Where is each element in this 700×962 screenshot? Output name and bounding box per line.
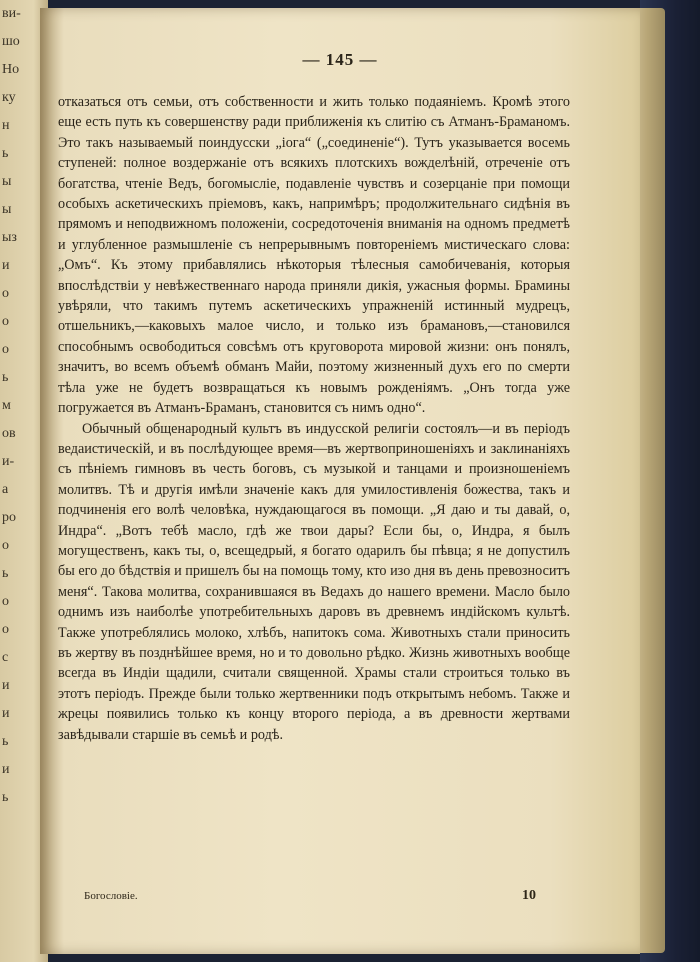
facing-page-line: ь <box>2 734 9 749</box>
facing-page-line: м <box>2 398 11 413</box>
facing-page-line: ы <box>2 174 12 189</box>
facing-page-line: о <box>2 538 9 553</box>
facing-page-line: ыз <box>2 230 17 245</box>
facing-page-line: ь <box>2 146 9 161</box>
facing-page-line: ку <box>2 90 16 105</box>
facing-page-line: ро <box>2 510 16 525</box>
facing-page-line: о <box>2 314 9 329</box>
facing-page-line: и <box>2 678 10 693</box>
facing-page-line: с <box>2 650 9 665</box>
facing-page-line: Ho <box>2 62 20 77</box>
facing-page-line: а <box>2 482 9 497</box>
signature-mark: Богословіе. <box>84 890 138 902</box>
paragraph-1: отказаться отъ семьи, отъ собственности и жить только подаяніемъ. Кромѣ этого еще есть путь къ совершенству ради приближенія къ слитію съ Атманъ-Браманомъ. Это такъ называемый поиндусски „іога“ („соединеніе“). Тутъ указывается восемь ступеней: полное воздержаніе отъ всякихъ плотскихъ вожделѣній, отреченіе отъ богатства, чтеніе Ведъ, богомысліе, подавленіе чувствъ и созерцаніе при помощи особыхъ аскетическихъ пріемовъ, какъ, напримѣръ; продолжительнаго сидѣнія въ прямомъ и неподвижномъ положеніи, сосредоточенія вниманія на одномъ предметѣ и углубленное размышленіе съ непрерывнымъ повтореніемъ мистическаго слова: „Омъ“. Къ этому прибавлялись нѣкоторыя тѣлесныя самобичеванія, которыя впослѣдствіи у невѣжественнаго народа приняли дикія, ужасныя формы. Брамины увѣряли, что такимъ путемъ аскетическихъ упражненій истинный мудрецъ, отшельникъ,—каковыхъ малое число, и только изъ брамановъ,—становился способнымъ освободиться совсѣмъ отъ круговорота мировой жизни: онъ понялъ, значитъ, во всемъ объемѣ обманъ Майи, поэтому жизненный духъ его по смерти тѣла уже не будетъ возвращаться къ новымъ рожденіямъ. „Онъ тогда уже погружается въ Атманъ-Браманъ, становится съ нимъ одно“. <box>58 94 570 417</box>
facing-page-line: и- <box>2 454 15 469</box>
facing-page-line: ов <box>2 426 16 441</box>
facing-page-line: ы <box>2 202 12 217</box>
facing-page-line: и <box>2 258 10 273</box>
facing-page-line: н <box>2 118 10 133</box>
page-number: — 145 — <box>302 50 378 69</box>
facing-page-line: ь <box>2 566 9 581</box>
facing-page-line: о <box>2 622 9 637</box>
facing-page-line: и <box>2 706 10 721</box>
facing-page-line: о <box>2 594 9 609</box>
facing-page-line: ь <box>2 370 9 385</box>
paragraph-2: Обычный общенародный культъ въ индусской религіи состоялъ—и въ періодъ ведаистическій, и въ послѣдующее время—въ жертвоприношеніяхъ и заклинаніяхъ съ пѣніемъ гимновъ въ честь боговъ, съ музыкой и танцами и произношеніемъ молитвъ. Тѣ и другія имѣли значеніе какъ для умилостивленія божества, такъ и подчиненія его волѣ человѣка, нуждающагося въ помощи. „Я даю и ты давай, о, Индра“. „Вотъ тебѣ масло, гдѣ же твои дары? Если бы, о, Индра, я былъ могущественъ, какъ ты, о, всещедрый, я богато одарилъ бы пѣвца; я не допустилъ бы его до бѣдствія и пришелъ бы на помощь тому, кто изо дня въ день превозноситъ меня“. Такова молитва, сохранившаяся въ Ведахъ до нашего времени. Масло было однимъ изъ наиболѣе употребительныхъ даровъ въ древнемъ индійскомъ культѣ. Также употреблялись молоко, хлѣбъ, напитокъ сома. Животныхъ стали приносить въ жертву въ позднѣйшее время, но и то довольно рѣдко. Жизнь животныхъ вообще всегда въ Индіи щадили, считали священной. Храмы стали строиться только въ этотъ періодъ. Прежде были только жертвенники подъ открытымъ небомъ. Также и жрецы появились только къ концу второго періода, а въ древности жертвами завѣдывали старшіе въ семьѣ и родѣ. <box>58 420 570 743</box>
sheet-number: 10 <box>522 888 536 903</box>
page-body-text <box>58 92 570 745</box>
facing-page-line: o <box>2 286 9 301</box>
facing-page-line: ь <box>2 790 9 805</box>
facing-page-line: шо <box>2 34 20 49</box>
facing-page-line: и <box>2 762 10 777</box>
facing-page-line: о <box>2 342 9 357</box>
book-page <box>40 8 640 954</box>
facing-page-line: ви- <box>2 6 21 21</box>
